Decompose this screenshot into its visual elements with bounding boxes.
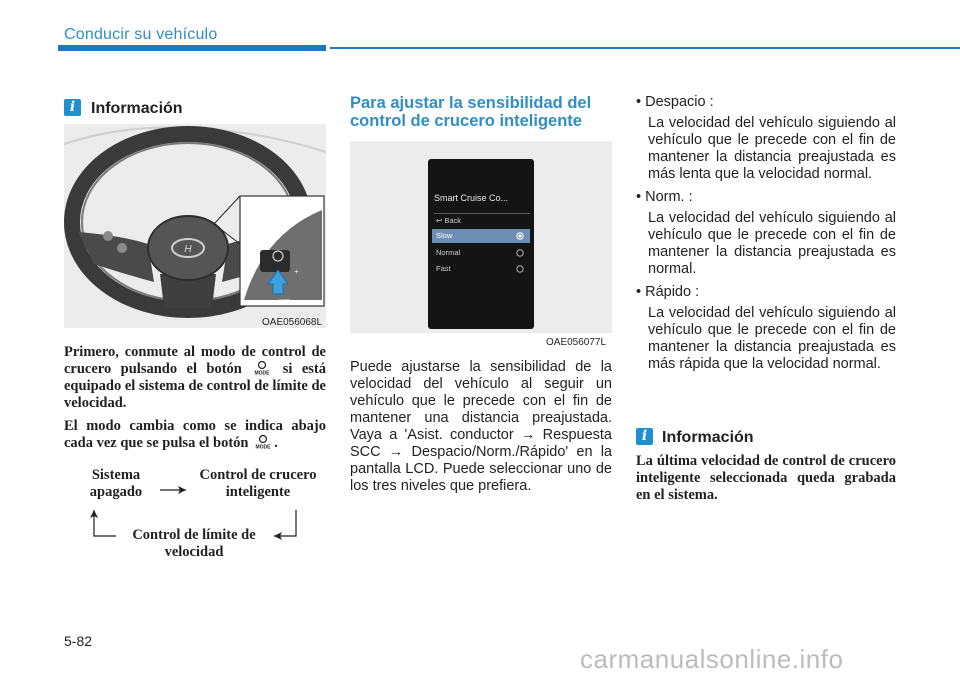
mode-button-icon: [252, 435, 274, 449]
lcd-title: Smart Cruise Co...: [434, 193, 509, 203]
bullet-label-normal: Norm. :: [645, 189, 693, 205]
bullet-item-slow: [636, 94, 896, 183]
section-heading-sensitivity: Para ajustar la sensibilidad del control de crucero inteligente: [350, 94, 592, 130]
lcd-radio-icons: [514, 231, 526, 277]
lcd-option-slow: Slow: [436, 231, 453, 240]
svg-text:SET —: SET —: [278, 300, 298, 306]
bullet-dot: •: [636, 189, 646, 205]
bullet-item-fast: [636, 284, 896, 373]
lcd-screen-figure: [350, 141, 612, 333]
info-icon: i: [64, 99, 81, 116]
info-title-right: Información: [662, 429, 754, 446]
section-title: Conducir su vehículo: [64, 26, 218, 43]
header-rule-thin: [330, 47, 960, 49]
bullet-list: [636, 94, 896, 373]
mode-icon-label: MODE: [254, 370, 270, 375]
lcd-option-fast: Fast: [436, 264, 451, 273]
flow-node-speed-limit: Control de límite de velocidad: [132, 527, 256, 560]
flow-node-system-off: Sistema apagado: [89, 467, 143, 500]
mode-button-icon: [251, 361, 273, 375]
sensitivity-body-text: Puede ajustarse la sensibilidad de la velocidad del vehículo al seguir un vehículo que le precede con el fin de mantener una distancia preajustada. Vaya a 'Asist. conductor → Respuesta SCC → Despacio/Norm./Rápido' en la pantalla LCD. Puede seleccionar uno de los tres niveles que prefiera.: [350, 359, 612, 494]
watermark: carmanualsonline.info: [580, 644, 844, 674]
para-mode-switch: [64, 344, 326, 412]
flow-node-smart-cruise: Control de crucero inteligente: [199, 467, 317, 500]
para2-text-after: .: [274, 435, 278, 451]
mode-icon-label: MODE: [255, 444, 271, 449]
info-note-text: La última velocidad de control de crucero inteligente seleccionada queda grabada en el sistema.: [636, 453, 896, 503]
bullet-text-fast: La velocidad del vehículo siguiendo al vehículo que le precede con el fin de mantener la distancia preajustada es más rápida que la velocidad normal.: [648, 305, 896, 372]
svg-text:+: +: [294, 267, 299, 276]
bullet-text-normal: La velocidad del vehículo siguiendo al vehículo que le precede con el fin de mantener la distancia preajustada es normal.: [648, 210, 896, 277]
bullet-label-fast: Rápido :: [645, 284, 700, 300]
steering-wheel-figure: [64, 124, 326, 328]
steering-wheel-illustration: [64, 124, 326, 328]
figure1-caption: OAE056068L: [262, 317, 323, 328]
back-arrow-icon: ↩: [436, 216, 445, 225]
para1-text-before: Primero, conmute al modo de control de crucero pulsando el botón: [64, 344, 326, 377]
lcd-back-label: Back: [444, 216, 462, 225]
para2-text-before: El modo cambia como se indica abajo cada vez que se pulsa el botón: [64, 418, 326, 451]
bullet-dot: •: [636, 94, 646, 110]
bullet-label-slow: Despacio :: [645, 94, 714, 110]
lcd-screen: [428, 159, 534, 329]
figure2-caption: OAE056077L: [546, 337, 607, 348]
header-rule-thick: [58, 45, 326, 51]
info-icon: i: [636, 428, 653, 445]
para-mode-sequence: [64, 418, 326, 452]
bullet-dot: •: [636, 284, 646, 300]
info-title: Información: [91, 100, 183, 117]
para1-text-after: si está equipado el sistema de control de límite de velocidad.: [64, 361, 327, 411]
flow-arrows: [64, 470, 326, 560]
lcd-divider: [434, 213, 530, 214]
lcd-option-normal: Normal: [436, 248, 461, 257]
lcd-back-item: [436, 216, 461, 225]
svg-text:H: H: [184, 244, 192, 255]
bullet-text-slow: La velocidad del vehículo siguiendo al vehículo que le precede con el fin de mantener la distancia preajustada es más lenta que la velocidad normal.: [648, 115, 896, 182]
page-number: 5-82: [64, 633, 93, 649]
bullet-item-normal: [636, 189, 896, 278]
